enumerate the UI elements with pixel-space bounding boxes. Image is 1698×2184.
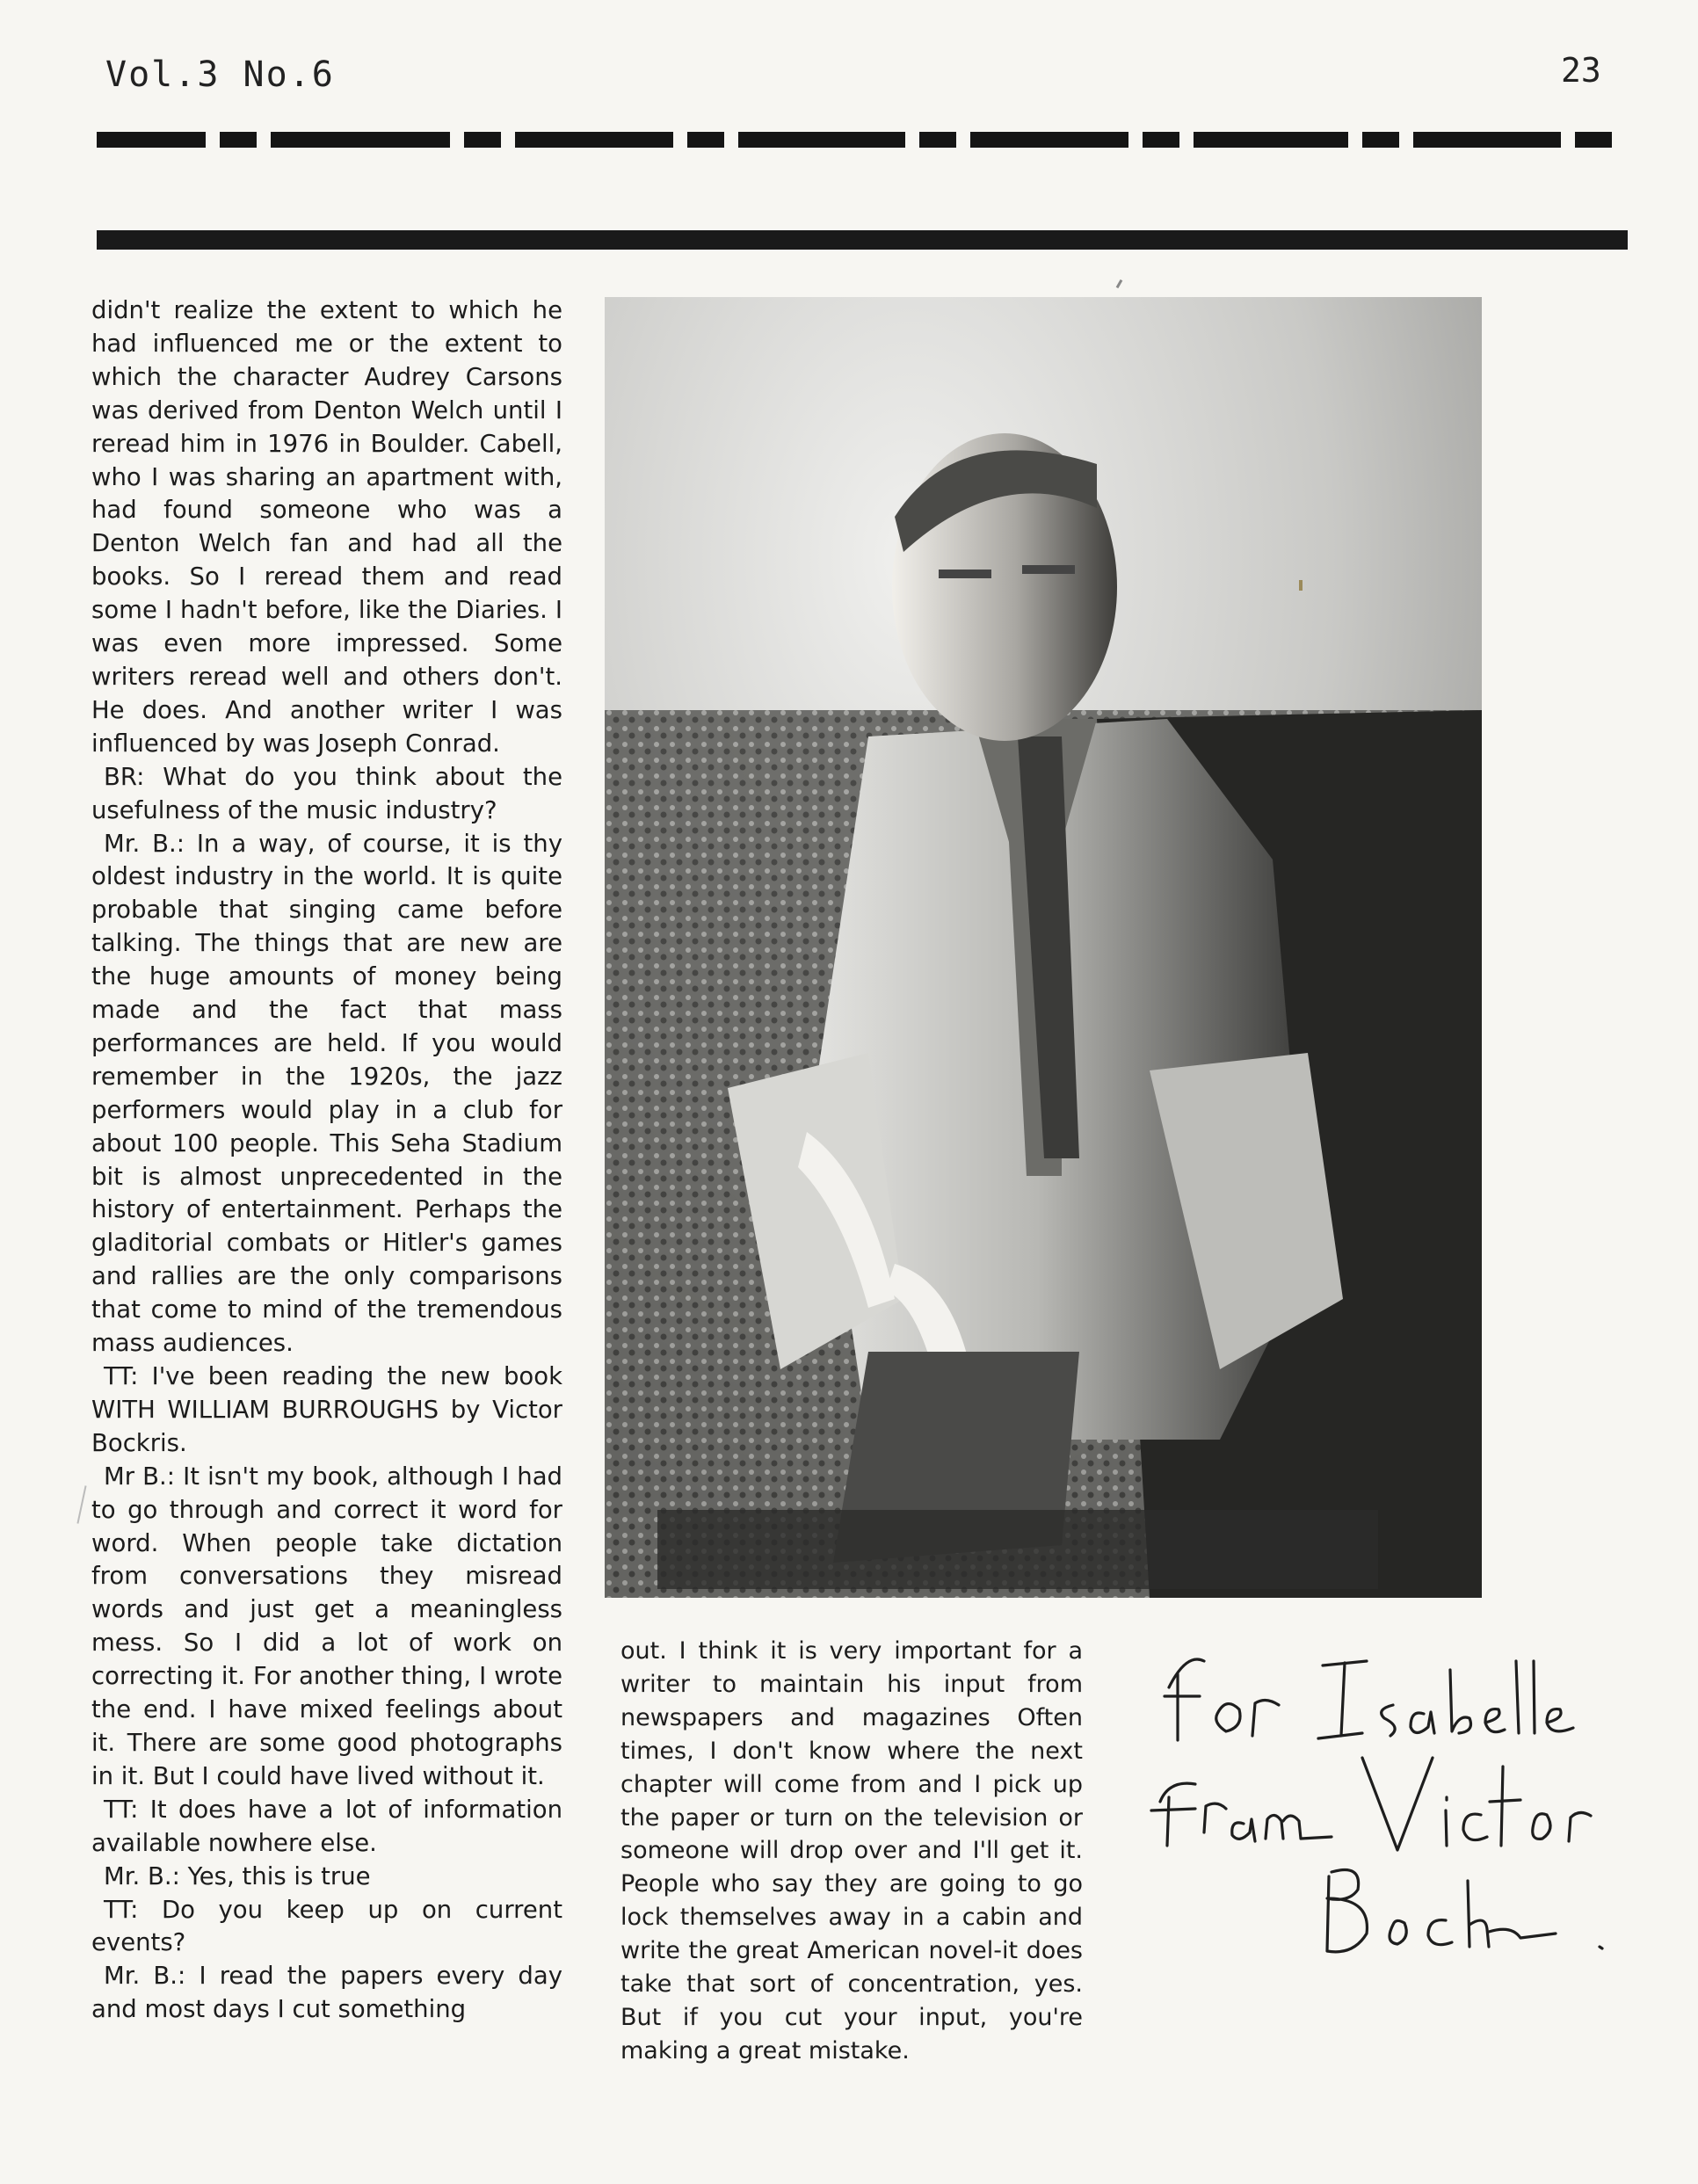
- paragraph: Mr B.: It isn't my book, although I had to go through and correct it word for word. When people take dictation from conversations they misread words and just get a meaningless mess. So I did a lot of work on correcting it. For another thing, I wrote the end. I have mixed feelings about it. There are some good photographs in it. But I could have lived without it.: [91, 1462, 562, 1790]
- portrait-photo: [605, 297, 1482, 1598]
- solid-rule: [97, 230, 1628, 250]
- paragraph: TT: I've been reading the new book WITH WILLIAM BURROUGHS by Victor Bockris.: [91, 1362, 562, 1457]
- paragraph: TT: It does have a lot of information available nowhere else.: [91, 1795, 562, 1857]
- paragraph: Mr. B.: Yes, this is true: [104, 1861, 371, 1890]
- paragraph: didn't realize the extent to which he had influenced me or the extent to which the character Audrey Carsons was derived from Denton Welch until I reread him in 1976 in Boulder. Cabell, who I was sharing an apartment with, had found someone who was a Denton Welch fan and had all the books. So I reread them and read some I hadn't before, like the Diaries. I was even more impressed. Some writers reread well and others don't. He does. And another writer I was influenced by was Joseph Conrad.: [91, 296, 562, 758]
- article-column-1: [91, 294, 562, 2027]
- article-column-2: [620, 1635, 1083, 2068]
- paragraph: Mr. B.: In a way, of course, it is thy oldest industry in the world. It is quite probable that singing came before talking. The things that are new are the huge amounts of money being made and the fact that mass performances are held. If you would remember in the 1920s, the jazz performers would play in a club for about 100 people. This Seha Stadium bit is almost unprecedented in the history of entertainment. Perhaps the gladitorial combats or Hitler's games and rallies are the only comparisons that come to mind of the tremendous mass audiences.: [91, 829, 562, 1358]
- page-number: 23: [1561, 51, 1601, 90]
- handwritten-inscription: [1143, 1635, 1635, 2004]
- volume-label: Vol.3 No.6: [105, 54, 335, 95]
- dashed-rule: [97, 132, 1628, 149]
- stray-mark: [1299, 580, 1303, 591]
- stray-mark: [1116, 279, 1123, 288]
- paragraph: out. I think it is very important for a writer to maintain his input from newspapers and magazines Often times, I don't know where the next chapter will come from and I pick up the paper or turn on the television or someone will drop over and I'll get it. People who say they are going to go lock themselves away in a cabin and write the great American novel-it does take that sort of concentration, yes. But if you cut your input, you're making a great mistake.: [620, 1637, 1083, 2064]
- stray-mark: [76, 1485, 86, 1523]
- paragraph: Mr. B.: I read the papers every day and most days I cut something: [91, 1962, 562, 2024]
- paragraph: BR: What do you think about the usefulness of the music industry?: [91, 762, 562, 824]
- paragraph: TT: Do you keep up on current events?: [91, 1895, 562, 1957]
